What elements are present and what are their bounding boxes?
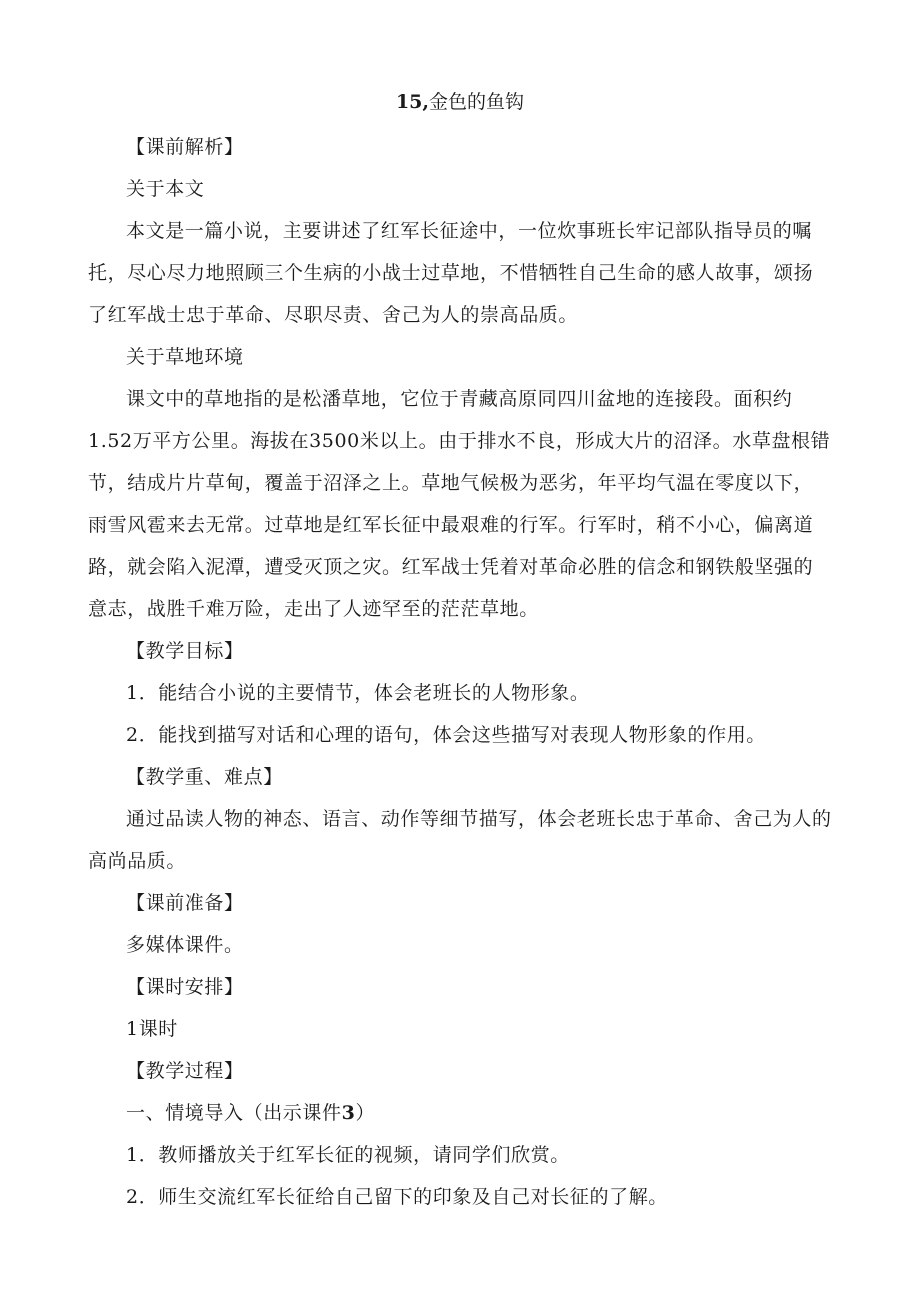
section-heading-process: 【教学过程】 [126,1060,244,1082]
subheading-about-grassland: 关于草地环境 [126,346,244,368]
paragraph-key-points: 通过品读人物的神态、语言、动作等细节描写，体会老班长忠于革命、舍己为人的高尚品质。 [88,808,832,872]
section-heading-key-points: 【教学重、难点】 [126,766,283,788]
paragraph-preparation: 多媒体课件。 [126,934,244,956]
section-heading-schedule: 【课时安排】 [126,976,244,998]
goal-item-1: 1．能结合小说的主要情节，体会老班长的人物形象。 [126,682,590,704]
subheading-about-text: 关于本文 [126,178,205,200]
lesson-title [0,88,920,116]
document-body [88,126,832,1218]
step-one-prefix: 一、情境导入（出示课件 [126,1102,342,1124]
paragraph-about-text: 本文是一篇小说，主要讲述了红军长征途中，一位炊事班长牢记部队指导员的嘱托，尽心尽力地照顾三个生病的小战士过草地，不惜牺牲自己生命的感人故事，颂扬了红军战士忠于革命、尽职尽责、舍己为人的崇高品质。 [88,220,814,326]
section-heading-goals: 【教学目标】 [126,640,244,662]
goal-item-2: 2．能找到描写对话和心理的语句，体会这些描写对表现人物形象的作用。 [126,724,766,746]
paragraph-about-grassland: 课文中的草地指的是松潘草地，它位于青藏高原同四川盆地的连接段。面积约1.52万平方公里。海拔在3500米以上。由于排水不良，形成大片的沼泽。水草盘根错节，结成片片草甸，覆盖于沼泽之上。草地气候极为恶劣，年平均气温在零度以下，雨雪风雹来去无常。过草地是红军长征中最艰难的行军。行军时，稍不小心，偏离道路，就会陷入泥潭，遭受灭顶之灾。红军战士凭着对革命必胜的信念和钢铁般坚强的意志，战胜千难万险，走出了人迹罕至的茫茫草地。 [88,388,831,620]
step-one-heading [88,1092,832,1134]
step-one-slide-number: 3 [341,1102,356,1124]
step-one-suffix: ） [355,1102,376,1124]
lesson-title-text: 金色的鱼钩 [429,91,525,113]
lesson-number: 15, [395,91,430,113]
step-item-2: 2．师生交流红军长征给自己留下的印象及自己对长征的了解。 [126,1186,668,1208]
section-heading-pre-analysis: 【课前解析】 [126,136,244,158]
paragraph-schedule: 1课时 [126,1018,178,1040]
section-heading-preparation: 【课前准备】 [126,892,244,914]
step-item-1: 1．教师播放关于红军长征的视频，请同学们欣赏。 [126,1144,570,1166]
